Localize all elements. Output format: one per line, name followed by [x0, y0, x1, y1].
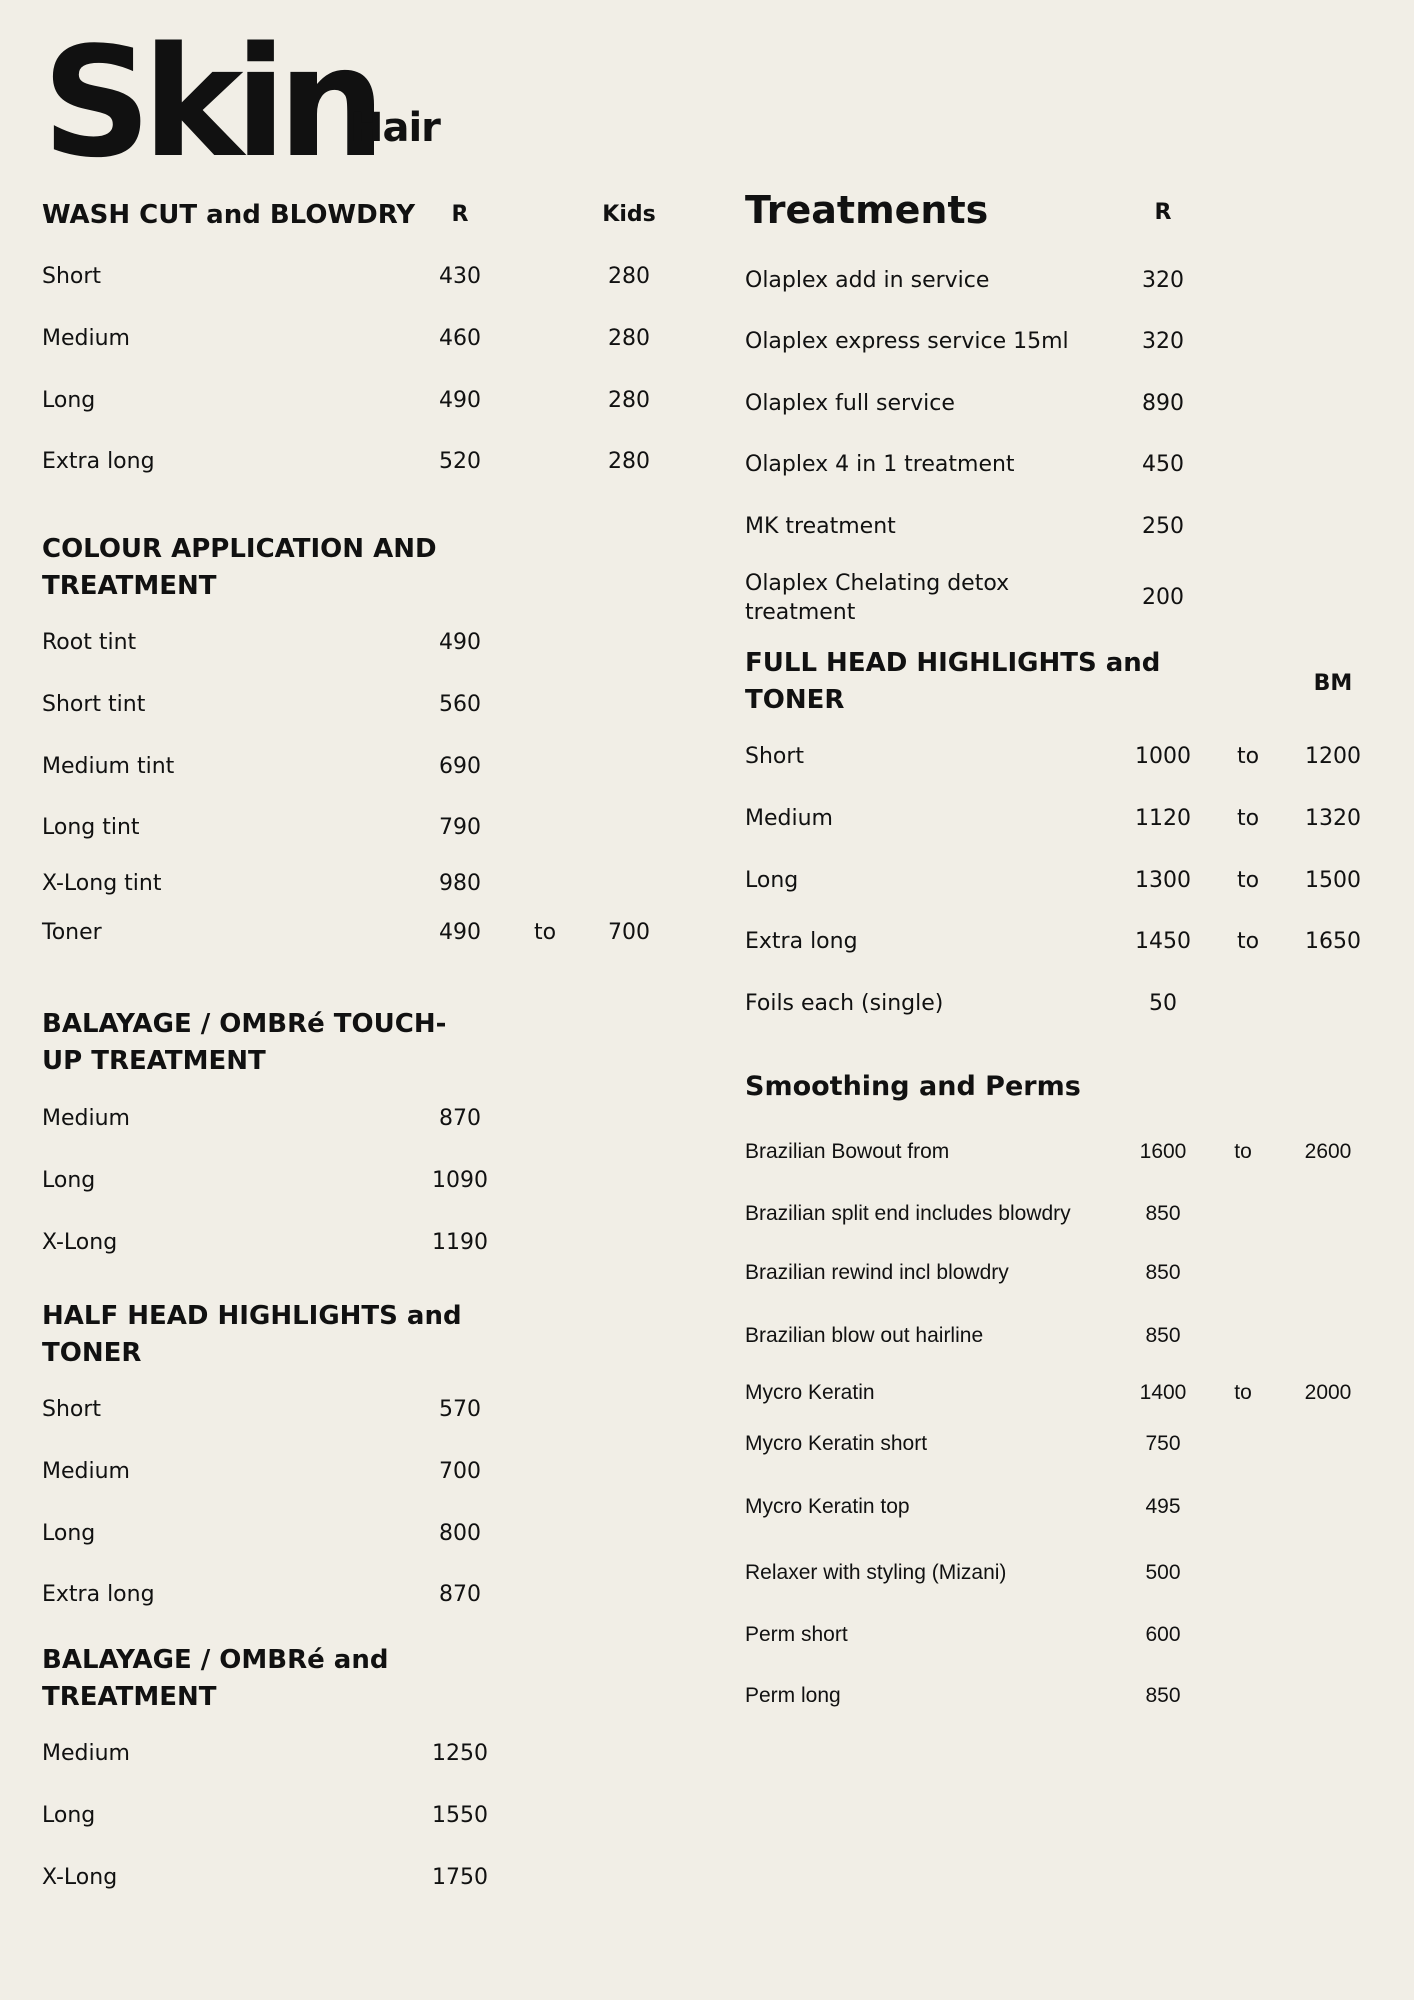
section-title-treatments: Treatments [745, 188, 989, 232]
price-value: 500 [1145, 1561, 1181, 1584]
price-item-name: Olaplex express service 15ml [745, 329, 1069, 354]
price-value: 560 [439, 692, 481, 717]
price-item-name: Relaxer with styling (Mizani) [745, 1561, 1007, 1584]
price-item-name: Mycro Keratin top [745, 1495, 910, 1518]
price-item-name: Olaplex Chelating detox treatment [745, 571, 1010, 625]
price-item-name: Mycro Keratin short [745, 1432, 928, 1455]
price-item-name: Long [42, 388, 96, 413]
price-item-name: Short [745, 744, 805, 769]
brand-subtitle: Hair [350, 105, 440, 151]
price-item-name: Medium [42, 1741, 130, 1766]
price-item-name: Olaplex add in service [745, 268, 990, 293]
price-value: 570 [439, 1397, 481, 1422]
column-header-r: R [451, 202, 469, 227]
range-to-label: to [1236, 806, 1260, 831]
price-value: 890 [1142, 391, 1184, 416]
price-value: 1300 [1135, 868, 1191, 893]
price-value: 980 [439, 871, 481, 896]
range-to-label: to [1236, 744, 1260, 769]
price-item-name: MK treatment [745, 514, 896, 539]
price-item-name: Mycro Keratin [745, 1381, 875, 1404]
price-max-value: 1200 [1305, 744, 1361, 769]
price-item-name: Olaplex full service [745, 391, 955, 416]
price-value: 850 [1145, 1324, 1181, 1347]
kids-price-value: 280 [608, 326, 650, 351]
price-value: 790 [439, 815, 481, 840]
range-to-label: to [533, 920, 557, 945]
price-max-value: 1320 [1305, 806, 1361, 831]
kids-price-value: 280 [608, 449, 650, 474]
column-header-bm: BM [1313, 671, 1353, 696]
price-item-name: Short [42, 1397, 102, 1422]
price-value: 850 [1145, 1261, 1181, 1284]
price-item-name: Long [42, 1168, 96, 1193]
price-item-name: Brazilian split end includes blowdry [745, 1202, 1071, 1225]
price-value: 1750 [432, 1865, 488, 1890]
price-item-name: Long [42, 1521, 96, 1546]
range-to-label: to [1236, 868, 1260, 893]
section-title-smoothing: Smoothing and Perms [745, 1071, 1081, 1102]
price-value: 1000 [1135, 744, 1191, 769]
price-value: 50 [1149, 991, 1177, 1016]
price-item-name: Short tint [42, 692, 146, 717]
column-header-kids: Kids [602, 202, 656, 227]
price-value: 450 [1142, 452, 1184, 477]
price-value: 600 [1145, 1623, 1181, 1646]
section-title-half-head: HALF HEAD HIGHLIGHTS and TONER [42, 1301, 462, 1368]
price-value: 1250 [432, 1741, 488, 1766]
price-item-name: Root tint [42, 630, 137, 655]
price-value: 1090 [432, 1168, 488, 1193]
price-item-name: Medium [42, 326, 130, 351]
price-max-value: 1500 [1305, 868, 1361, 893]
section-title-balayage-treatment: BALAYAGE / OMBRé and TREATMENT [42, 1645, 389, 1712]
price-value: 850 [1145, 1684, 1181, 1707]
column-header-r: R [1154, 200, 1172, 225]
price-value: 1600 [1139, 1140, 1187, 1163]
price-item-name: Long tint [42, 815, 140, 840]
price-value: 250 [1142, 514, 1184, 539]
price-value: 430 [439, 264, 481, 289]
price-value: 490 [439, 920, 481, 945]
price-item-name: Long [42, 1803, 96, 1828]
price-item-name: Brazilian Bowout from [745, 1140, 950, 1163]
price-max-value: 1650 [1305, 929, 1361, 954]
price-value: 1190 [432, 1230, 488, 1255]
price-item-name: Short [42, 264, 102, 289]
price-item-name: Toner [42, 920, 102, 945]
price-item-name: Medium [42, 1106, 130, 1131]
price-item-name: Perm short [745, 1623, 848, 1646]
price-item-name: Extra long [42, 449, 155, 474]
price-value: 320 [1142, 268, 1184, 293]
price-value: 870 [439, 1582, 481, 1607]
section-title-wash: WASH CUT and BLOWDRY [42, 200, 416, 230]
price-item-name: X-Long [42, 1865, 118, 1890]
price-item-name: Extra long [42, 1582, 155, 1607]
section-title-full-head: FULL HEAD HIGHLIGHTS and TONER [745, 648, 1161, 715]
price-value: 1400 [1139, 1381, 1187, 1404]
price-value: 490 [439, 630, 481, 655]
price-value: 490 [439, 388, 481, 413]
price-value: 850 [1145, 1202, 1181, 1225]
price-value: 700 [439, 1459, 481, 1484]
price-max-value: 700 [608, 920, 650, 945]
price-value: 800 [439, 1521, 481, 1546]
kids-price-value: 280 [608, 264, 650, 289]
range-to-label: to [1234, 1381, 1252, 1404]
price-value: 320 [1142, 329, 1184, 354]
price-item-name: Foils each (single) [745, 991, 944, 1016]
price-item-name: Medium [745, 806, 833, 831]
price-item-name: Brazilian blow out hairline [745, 1324, 984, 1347]
price-item-name: Medium tint [42, 754, 175, 779]
range-to-label: to [1236, 929, 1260, 954]
price-item-name: Extra long [745, 929, 858, 954]
price-value: 1450 [1135, 929, 1191, 954]
section-title-colour: COLOUR APPLICATION AND TREATMENT [42, 534, 437, 601]
price-max-value: 2600 [1304, 1140, 1352, 1163]
price-value: 1120 [1135, 806, 1191, 831]
price-value: 690 [439, 754, 481, 779]
price-item-name: Long [745, 868, 799, 893]
price-item-name: X-Long tint [42, 871, 162, 896]
price-value: 520 [439, 449, 481, 474]
price-value: 870 [439, 1106, 481, 1131]
range-to-label: to [1234, 1140, 1252, 1163]
kids-price-value: 280 [608, 388, 650, 413]
price-value: 200 [1142, 585, 1184, 610]
price-value: 1550 [432, 1803, 488, 1828]
price-item-name: Perm long [745, 1684, 841, 1707]
price-item-name: Medium [42, 1459, 130, 1484]
price-value: 750 [1145, 1432, 1181, 1455]
price-item-name: X-Long [42, 1230, 118, 1255]
section-title-balayage-touch-up: BALAYAGE / OMBRé TOUCH-UP TREATMENT [42, 1009, 447, 1076]
brand-title: Skin [42, 14, 377, 191]
price-max-value: 2000 [1304, 1381, 1352, 1404]
price-value: 495 [1145, 1495, 1181, 1518]
price-value: 460 [439, 326, 481, 351]
price-item-name: Olaplex 4 in 1 treatment [745, 452, 1015, 477]
price-item-name: Brazilian rewind incl blowdry [745, 1261, 1009, 1284]
